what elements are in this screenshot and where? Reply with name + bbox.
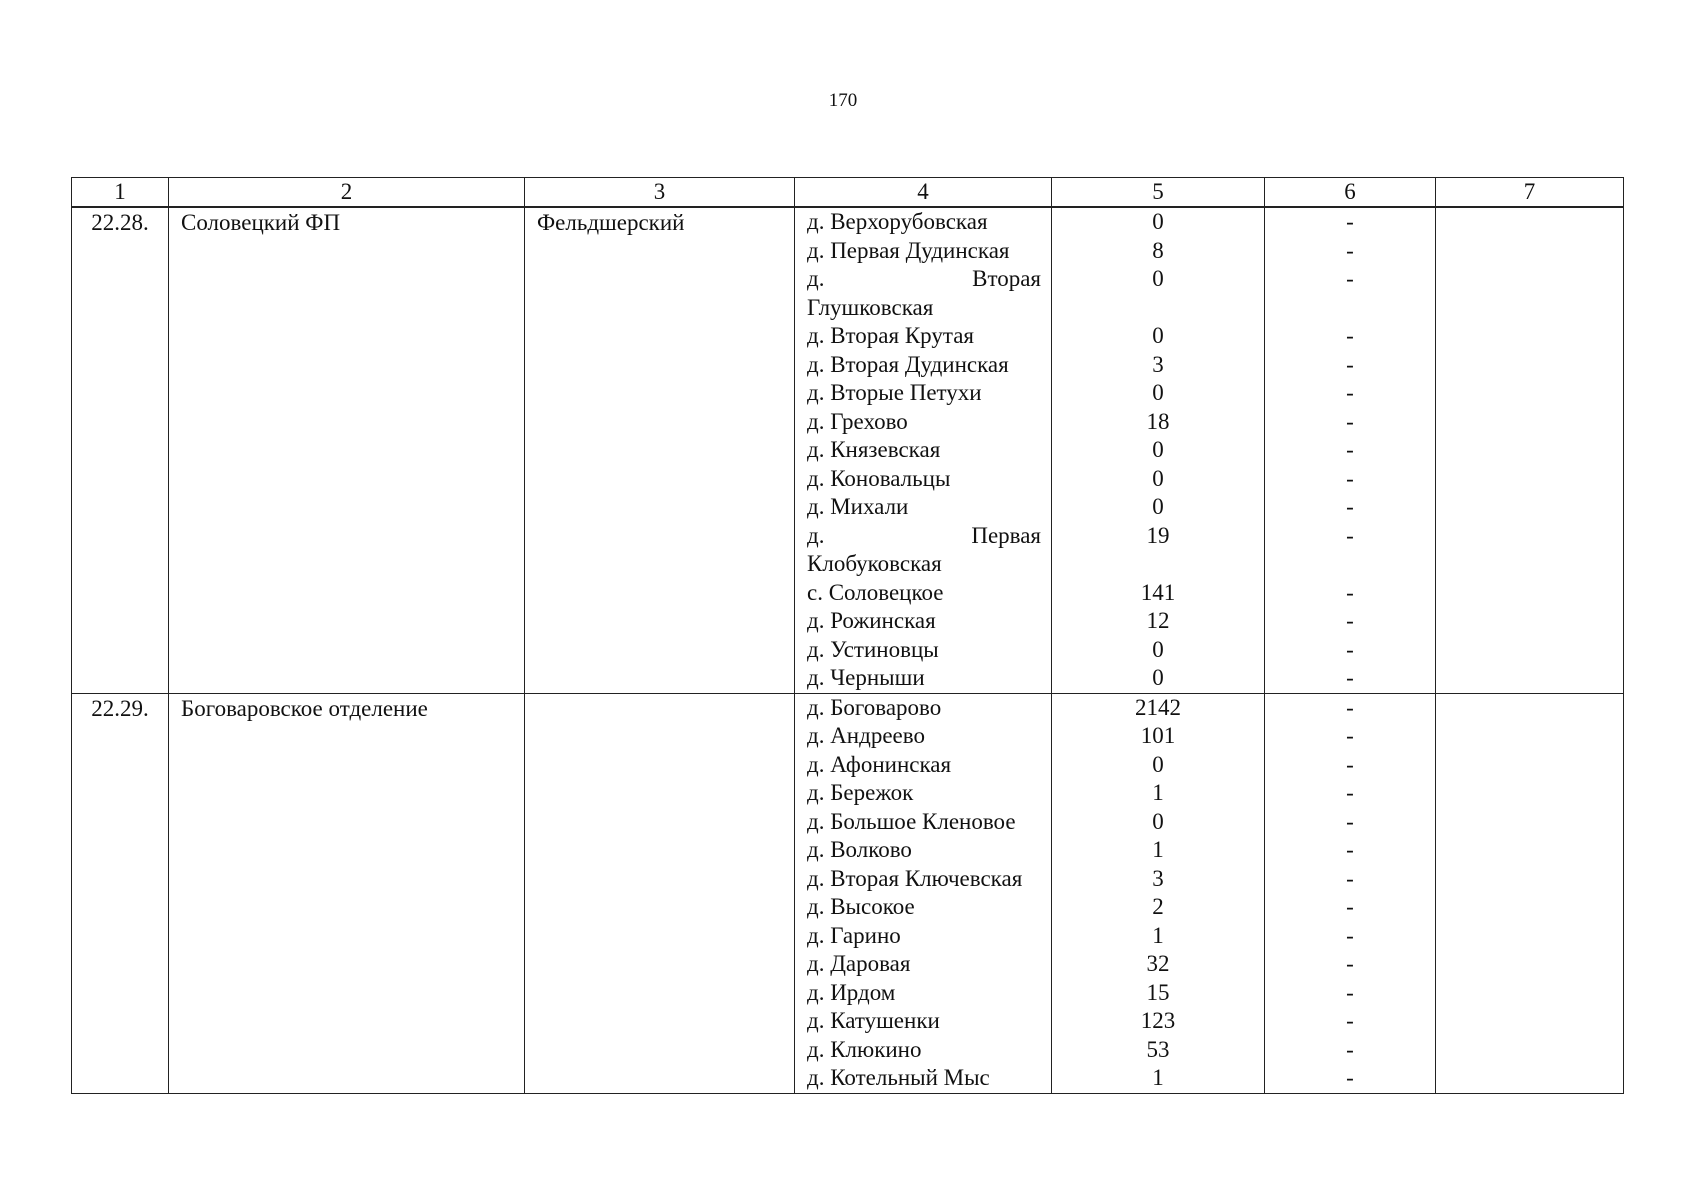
col6-value: - [1346,465,1354,491]
village-name: д. Даровая [807,951,911,976]
facility-type [525,693,795,1093]
col6-value: - [1346,894,1354,919]
village-name: д. Бережок [807,780,914,805]
col6-value: - [1346,751,1354,777]
col6-cell [1265,693,1436,1093]
facility-name: Соловецкий ФП [169,207,525,693]
page-number: 170 [828,90,858,111]
header-col-3: 3 [525,178,795,208]
population-value: 3 [1152,351,1164,377]
village-name: д. Князевская [807,437,941,462]
village-name: д. Черныши [807,665,925,690]
table-body [72,207,1624,1093]
row-number: 22.29. [72,693,169,1093]
village-name: д. Вторая Дудинская [807,351,1009,377]
col6-value: - [1346,266,1354,291]
village-name-part: Клобуковская [807,551,942,576]
village-name: д. Ирдом [807,979,896,1005]
population-value: 0 [1152,209,1164,234]
col6-value: - [1346,951,1354,976]
population-value: 1 [1152,1065,1164,1090]
village-name-part: д. [807,266,825,291]
population-value: 0 [1152,380,1164,405]
population-value: 0 [1152,751,1164,777]
col6-value: - [1346,437,1354,462]
col6-cell [1265,207,1436,693]
village-name: д. Катушенки [807,1008,940,1033]
population-cell [1052,693,1265,1093]
col6-value: - [1346,579,1354,605]
col6-value: - [1346,522,1354,548]
population-value: 2 [1152,894,1164,919]
village-name: д. Михали [807,494,909,519]
villages-cell [795,207,1052,693]
population-value: 0 [1152,465,1164,491]
village-name: д. Афонинская [807,751,952,777]
population-value: 1 [1152,780,1164,805]
village-name: д. Вторые Петухи [807,380,982,405]
village-name-part: д. [807,522,825,548]
population-value: 32 [1146,951,1170,976]
col6-value: - [1346,408,1354,434]
col6-value: - [1346,922,1354,948]
village-name: д. Верхорубовская [807,209,988,234]
village-name: д. Высокое [807,894,915,919]
table-row [72,207,1624,693]
col6-value: - [1346,209,1354,234]
population-value: 15 [1146,979,1170,1005]
population-value: 0 [1152,636,1164,662]
population-value: 0 [1152,808,1164,834]
col6-value: - [1346,608,1354,633]
village-name: д. Котельный Мыс [807,1065,990,1090]
col6-value: - [1346,380,1354,405]
village-name: д. Коновальцы [807,465,951,491]
header-col-5: 5 [1052,178,1265,208]
village-name: д. Вторая Ключевская [807,865,1023,891]
population-value: 0 [1152,494,1164,519]
col6-value: - [1346,494,1354,519]
row-number: 22.28. [72,207,169,693]
header-col-1: 1 [72,178,169,208]
col6-value: - [1346,979,1354,1005]
village-name: д. Вторая Крутая [807,323,974,348]
col6-value: - [1346,237,1354,263]
col6-value: - [1346,1036,1354,1062]
village-name: д. Андреево [807,723,925,748]
population-value: 12 [1146,608,1170,633]
village-name-part: Вторая [972,266,1041,291]
population-value: 8 [1152,237,1164,263]
settlements-table [71,177,1624,1094]
population-value: 53 [1146,1036,1170,1062]
village-name-part: Первая [971,522,1041,548]
population-value: 3 [1152,865,1164,891]
col6-value: - [1346,1065,1354,1090]
village-name [795,265,1051,322]
col6-value: - [1346,723,1354,748]
col6-value: - [1346,665,1354,690]
table-row [72,693,1624,1093]
population-value: 0 [1152,437,1164,462]
village-name: д. Боговарово [807,694,942,720]
col6-value: - [1346,837,1354,862]
population-value: 18 [1146,408,1170,434]
population-value: 2142 [1135,694,1181,720]
col6-value: - [1346,808,1354,834]
village-name: д. Грехово [807,408,908,434]
villages-cell [795,693,1052,1093]
header-col-7: 7 [1436,178,1624,208]
col7-cell [1436,207,1624,693]
village-name: д. Большое Кленовое [807,808,1016,834]
village-name [795,522,1051,579]
village-name-part: Глушковская [807,294,934,320]
col7-cell [1436,693,1624,1093]
header-col-2: 2 [169,178,525,208]
population-value: 1 [1152,922,1164,948]
facility-type: Фельдшерский [525,207,795,693]
village-name: д. Рожинская [807,608,936,633]
village-name: д. Гарино [807,922,901,948]
header-row [72,178,1624,208]
col6-value: - [1346,636,1354,662]
col6-value: - [1346,323,1354,348]
village-name: д. Устиновцы [807,636,939,662]
col6-value: - [1346,351,1354,377]
population-cell [1052,207,1265,693]
header-col-6: 6 [1265,178,1436,208]
population-value: 0 [1152,266,1164,291]
population-value: 141 [1140,579,1176,605]
village-name: д. Волково [807,837,912,862]
population-value: 0 [1152,665,1164,690]
header-col-4: 4 [795,178,1052,208]
village-name: д. Клюкино [807,1036,922,1062]
population-value: 19 [1146,522,1170,548]
col6-value: - [1346,1008,1354,1033]
village-name: с. Соловецкое [807,579,944,605]
village-name: д. Первая Дудинская [807,237,1010,263]
facility-name: Боговаровское отделение [169,693,525,1093]
population-value: 0 [1152,323,1164,348]
col6-value: - [1346,865,1354,891]
population-value: 123 [1140,1008,1176,1033]
population-value: 1 [1152,837,1164,862]
col6-value: - [1346,780,1354,805]
population-value: 101 [1140,723,1176,748]
col6-value: - [1346,694,1354,720]
